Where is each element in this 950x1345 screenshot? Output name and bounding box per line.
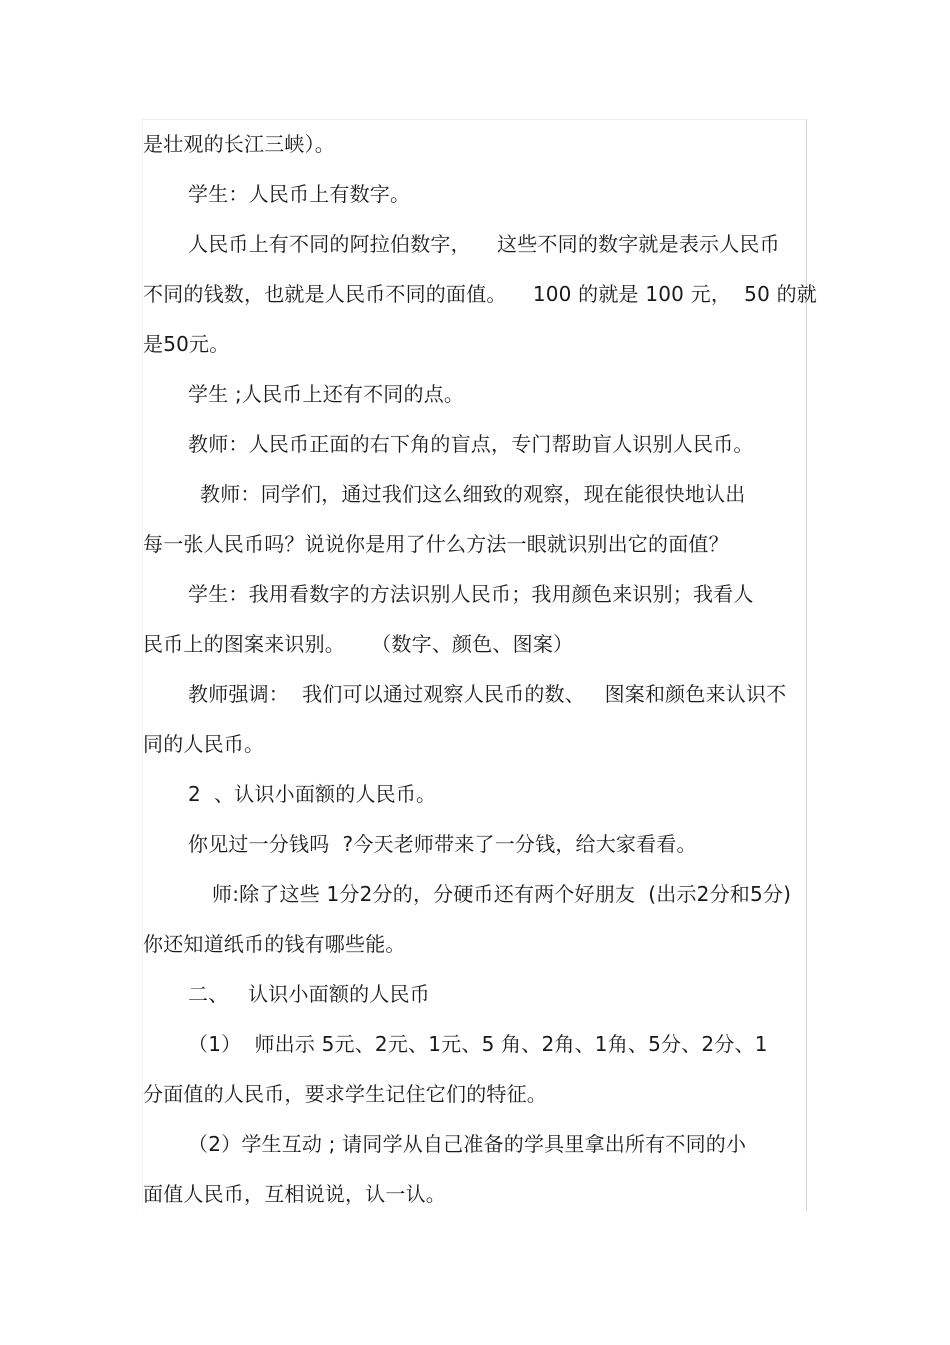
text-line: 民币上的图案来识别。 （数字、颜色、图案）: [143, 632, 574, 656]
text-line: 不同的钱数，也就是人民币不同的面值。 100 的就是 100 元， 50 的就: [143, 282, 817, 306]
text-line: 同的人民币。: [143, 732, 265, 756]
text-line: 学生：人民币上有数字。: [188, 182, 411, 206]
text-line: 面值人民币，互相说说，认一认。: [143, 1182, 446, 1206]
text-line: 你见过一分钱吗 ?今天老师带来了一分钱，给大家看看。: [188, 832, 697, 856]
text-line: 教师：人民币正面的右下角的盲点，专门帮助盲人识别人民币。: [188, 432, 754, 456]
text-line: 学生 ;人民币上还有不同的点。: [188, 382, 465, 406]
text-line: （1） 师出示 5元、2元、1元、5 角、2角、1角、5分、2分、1: [188, 1032, 768, 1056]
text-line: （2）学生互动 ; 请同学从自己准备的学具里拿出所有不同的小: [188, 1132, 747, 1156]
text-line: 是壮观的长江三峡）。: [143, 132, 335, 156]
text-line: 教师强调： 我们可以通过观察人民币的数、 图案和颜色来认识不: [188, 682, 787, 706]
text-line: 二、 认识小面额的人民币: [188, 982, 430, 1006]
text-line: 师:除了这些 1分2分的，分硬币还有两个好朋友 (出示2分和5分): [212, 882, 792, 906]
text-line: 分面值的人民币，要求学生记住它们的特征。: [143, 1082, 547, 1106]
text-line: 学生：我用看数字的方法识别人民币；我用颜色来识别；我看人: [188, 582, 754, 606]
text-line: 2 、认识小面额的人民币。: [188, 782, 437, 806]
text-line: 每一张人民币吗？说说你是用了什么方法一眼就识别出它的面值？: [143, 532, 729, 556]
text-line: 你还知道纸币的钱有哪些能。: [143, 932, 406, 956]
text-line: 教师：同学们，通过我们这么细致的观察，现在能很快地认出: [200, 482, 746, 506]
text-line: 人民币上有不同的阿拉伯数字， 这些不同的数字就是表示人民币: [188, 232, 780, 256]
text-line: 是50元。: [143, 332, 230, 356]
